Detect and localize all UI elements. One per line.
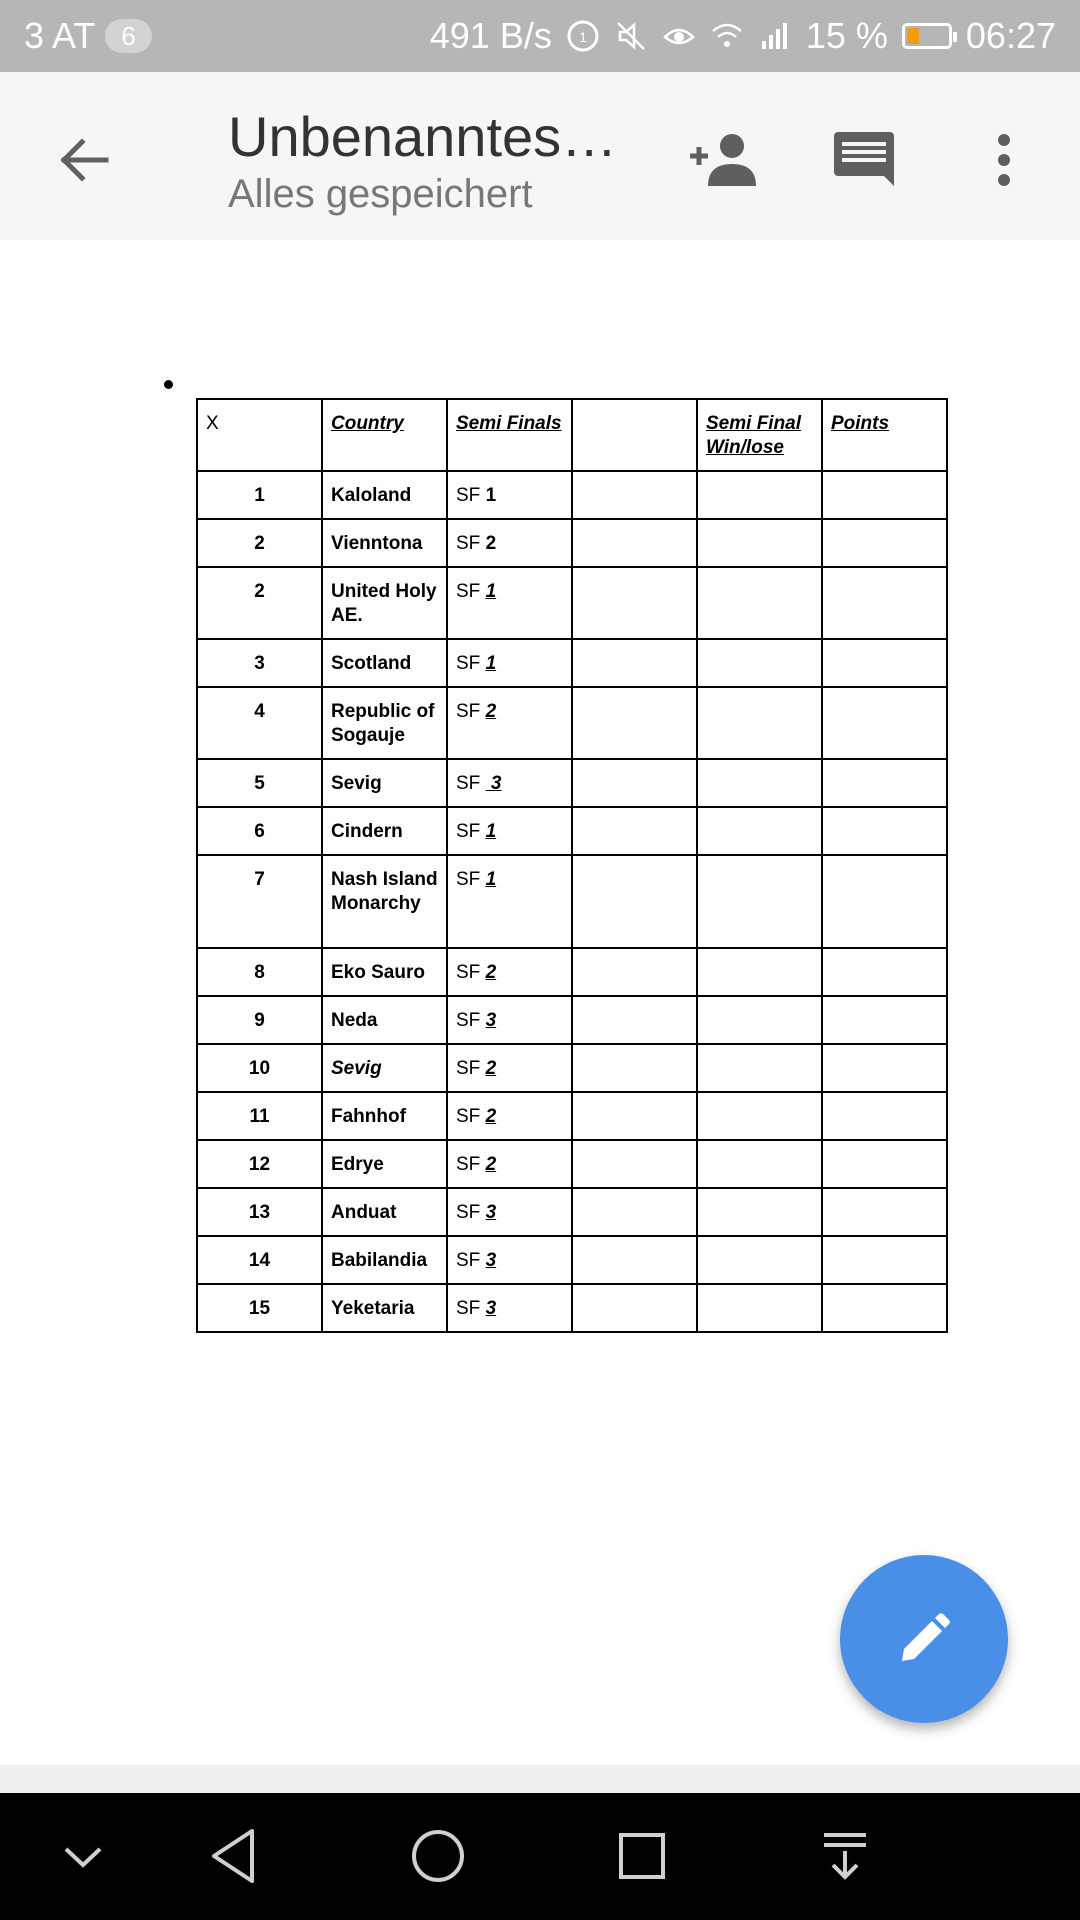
semi-final-cell[interactable] <box>447 1044 572 1092</box>
table-row <box>197 807 947 855</box>
sf-number: 3 <box>485 1202 497 1223</box>
sf-label: SF <box>456 1010 481 1031</box>
semi-final-cell[interactable] <box>447 519 572 567</box>
rank-cell[interactable]: 8 <box>197 948 322 996</box>
sf-label: SF <box>456 1154 481 1175</box>
win-lose-cell[interactable] <box>697 639 822 687</box>
points-cell[interactable] <box>822 996 947 1044</box>
win-lose-cell[interactable] <box>697 567 822 639</box>
win-lose-cell[interactable] <box>697 1092 822 1140</box>
points-cell[interactable] <box>822 855 947 948</box>
sf-number: 2 <box>485 1058 497 1079</box>
more-vert-icon[interactable] <box>984 128 1024 192</box>
table-header-row <box>197 399 947 471</box>
blank-cell[interactable] <box>572 1284 697 1332</box>
nav-back-icon[interactable] <box>200 1821 270 1891</box>
net-speed-label: 491 B/s <box>429 15 552 56</box>
table-row <box>197 1092 947 1140</box>
rank-cell[interactable]: 11 <box>197 1092 322 1140</box>
sf-number: 2 <box>485 1154 497 1175</box>
sf-number: 1 <box>485 485 497 506</box>
sf-number: 1 <box>485 821 497 842</box>
header-cell[interactable] <box>572 399 697 471</box>
rank-cell[interactable]: 2 <box>197 567 322 639</box>
points-cell[interactable] <box>822 1236 947 1284</box>
header-cell[interactable]: Semi Final Win/lose <box>697 399 822 471</box>
rank-cell[interactable]: 12 <box>197 1140 322 1188</box>
rank-cell[interactable]: 3 <box>197 639 322 687</box>
country-cell[interactable]: Republic of Sogauje <box>322 687 447 759</box>
blank-cell[interactable] <box>572 519 697 567</box>
sf-label: SF <box>456 1298 481 1319</box>
table-row <box>197 1140 947 1188</box>
table-row <box>197 1044 947 1092</box>
semi-final-cell[interactable] <box>447 1092 572 1140</box>
status-bar-left <box>24 0 152 72</box>
header-cell[interactable]: Country <box>322 399 447 471</box>
data-saver-icon <box>566 19 600 53</box>
edit-fab-button[interactable] <box>840 1555 1008 1723</box>
points-cell[interactable] <box>822 948 947 996</box>
table-row <box>197 759 947 807</box>
add-person-icon[interactable] <box>686 128 762 192</box>
win-lose-cell[interactable] <box>697 1140 822 1188</box>
blank-cell[interactable] <box>572 996 697 1044</box>
rank-cell[interactable]: 7 <box>197 855 322 948</box>
semi-final-cell[interactable] <box>447 1140 572 1188</box>
rank-cell[interactable]: 4 <box>197 687 322 759</box>
table-row <box>197 639 947 687</box>
semi-final-cell[interactable] <box>447 996 572 1044</box>
rank-cell[interactable]: 14 <box>197 1236 322 1284</box>
win-lose-cell[interactable] <box>697 1044 822 1092</box>
points-cell[interactable] <box>822 639 947 687</box>
document-canvas[interactable] <box>0 240 1080 1765</box>
sf-number: 2 <box>485 533 497 554</box>
sf-label: SF <box>456 869 481 890</box>
semi-final-cell[interactable] <box>447 807 572 855</box>
points-cell[interactable] <box>822 471 947 519</box>
header-cell[interactable]: X <box>197 399 322 471</box>
win-lose-cell[interactable] <box>697 687 822 759</box>
semi-final-cell[interactable] <box>447 687 572 759</box>
rank-cell[interactable]: 6 <box>197 807 322 855</box>
sf-number: 2 <box>485 1106 497 1127</box>
win-lose-cell[interactable] <box>697 1188 822 1236</box>
carrier-label: 3 AT <box>24 15 96 56</box>
blank-cell[interactable] <box>572 759 697 807</box>
rank-cell[interactable]: 2 <box>197 519 322 567</box>
country-cell[interactable]: Sevig <box>322 1044 447 1092</box>
blank-cell[interactable] <box>572 948 697 996</box>
win-lose-cell[interactable] <box>697 996 822 1044</box>
semi-final-cell[interactable] <box>447 1236 572 1284</box>
semi-final-cell[interactable] <box>447 948 572 996</box>
win-lose-cell[interactable] <box>697 948 822 996</box>
table-row <box>197 519 947 567</box>
blank-cell[interactable] <box>572 1092 697 1140</box>
country-cell[interactable]: Neda <box>322 996 447 1044</box>
signal-icon <box>758 19 792 53</box>
nav-recents-icon[interactable] <box>607 1821 677 1891</box>
country-cell[interactable]: United Holy AE. <box>322 567 447 639</box>
header-cell[interactable]: Points <box>822 399 947 471</box>
country-cell[interactable]: Sevig <box>322 759 447 807</box>
clock-label: 06:27 <box>965 15 1056 56</box>
country-cell[interactable]: Kaloland <box>322 471 447 519</box>
blank-cell[interactable] <box>572 567 697 639</box>
sf-number: 1 <box>485 653 497 674</box>
save-status: Alles gespeichert <box>228 172 533 216</box>
nav-home-icon[interactable] <box>403 1821 473 1891</box>
points-cell[interactable] <box>822 1092 947 1140</box>
sf-number: 2 <box>485 701 497 722</box>
rank-cell[interactable]: 9 <box>197 996 322 1044</box>
semi-final-cell[interactable] <box>447 855 572 948</box>
sf-label: SF <box>456 533 481 554</box>
system-nav-bar <box>0 1793 1080 1920</box>
points-cell[interactable] <box>822 1044 947 1092</box>
battery-icon <box>902 23 952 49</box>
win-lose-cell[interactable] <box>697 1236 822 1284</box>
semi-final-cell[interactable] <box>447 759 572 807</box>
blank-cell[interactable] <box>572 1140 697 1188</box>
table-row <box>197 855 947 948</box>
country-cell[interactable]: Eko Sauro <box>322 948 447 996</box>
country-cell[interactable]: Fahnhof <box>322 1092 447 1140</box>
collapse-chevron-icon[interactable] <box>48 1821 118 1891</box>
country-cell[interactable]: Babilandia <box>322 1236 447 1284</box>
points-cell[interactable] <box>822 1188 947 1236</box>
country-cell[interactable]: Scotland <box>322 639 447 687</box>
sf-label: SF <box>456 1250 481 1271</box>
sf-label: SF <box>456 1058 481 1079</box>
blank-cell[interactable] <box>572 687 697 759</box>
points-cell[interactable] <box>822 567 947 639</box>
rank-cell[interactable]: 5 <box>197 759 322 807</box>
semi-final-cell[interactable] <box>447 471 572 519</box>
results-table[interactable] <box>196 398 948 1333</box>
bottom-divider <box>0 1765 1080 1793</box>
win-lose-cell[interactable] <box>697 1284 822 1332</box>
blank-cell[interactable] <box>572 1236 697 1284</box>
sf-number: 3 <box>485 773 502 794</box>
sf-number: 1 <box>485 869 497 890</box>
table-row <box>197 1284 947 1332</box>
win-lose-cell[interactable] <box>697 471 822 519</box>
sf-label: SF <box>456 1106 481 1127</box>
country-cell[interactable]: Cindern <box>322 807 447 855</box>
pencil-edit-icon <box>894 1609 954 1669</box>
list-bullet <box>164 380 173 389</box>
sf-label: SF <box>456 485 481 506</box>
table-row <box>197 471 947 519</box>
blank-cell[interactable] <box>572 471 697 519</box>
semi-final-cell[interactable] <box>447 567 572 639</box>
blank-cell[interactable] <box>572 1188 697 1236</box>
header-cell[interactable]: Semi Finals <box>447 399 572 471</box>
country-cell[interactable]: Yeketaria <box>322 1284 447 1332</box>
sf-number: 2 <box>485 962 497 983</box>
semi-final-cell[interactable] <box>447 639 572 687</box>
svg-text:1: 1 <box>578 29 587 45</box>
points-cell[interactable] <box>822 1140 947 1188</box>
sf-number: 3 <box>485 1010 497 1031</box>
table-row <box>197 1188 947 1236</box>
win-lose-cell[interactable] <box>697 519 822 567</box>
table-row <box>197 687 947 759</box>
points-cell[interactable] <box>822 1284 947 1332</box>
blank-cell[interactable] <box>572 1044 697 1092</box>
blank-cell[interactable] <box>572 639 697 687</box>
sf-label: SF <box>456 773 481 794</box>
sf-label: SF <box>456 1202 481 1223</box>
table-row <box>197 567 947 639</box>
rank-cell[interactable]: 1 <box>197 471 322 519</box>
win-lose-cell[interactable] <box>697 759 822 807</box>
title-area[interactable] <box>228 102 617 216</box>
eye-comfort-icon <box>662 19 696 53</box>
back-arrow-icon[interactable] <box>54 130 114 190</box>
status-bar-right <box>430 0 1056 72</box>
comment-icon[interactable] <box>826 128 902 192</box>
points-cell[interactable] <box>822 687 947 759</box>
sf-label: SF <box>456 701 481 722</box>
semi-final-cell[interactable] <box>447 1188 572 1236</box>
document-title: Unbenanntes… <box>228 105 618 168</box>
rank-cell[interactable]: 10 <box>197 1044 322 1092</box>
country-cell[interactable]: Vienntona <box>322 519 447 567</box>
points-cell[interactable] <box>822 759 947 807</box>
battery-percent-label: 15 % <box>805 15 888 56</box>
country-cell[interactable]: Nash Island Monarchy <box>322 855 447 948</box>
blank-cell[interactable] <box>572 807 697 855</box>
table-row <box>197 1236 947 1284</box>
rank-cell[interactable]: 15 <box>197 1284 322 1332</box>
notification-count-badge: 6 <box>105 19 151 53</box>
sf-number: 1 <box>485 581 497 602</box>
wifi-icon <box>710 19 744 53</box>
country-cell[interactable]: Edrye <box>322 1140 447 1188</box>
sf-number: 3 <box>485 1250 497 1271</box>
sf-number: 3 <box>485 1298 497 1319</box>
country-cell[interactable]: Anduat <box>322 1188 447 1236</box>
win-lose-cell[interactable] <box>697 855 822 948</box>
sf-label: SF <box>456 653 481 674</box>
app-bar <box>0 72 1080 240</box>
blank-cell[interactable] <box>572 855 697 948</box>
notification-pull-icon[interactable] <box>810 1821 880 1891</box>
mute-icon <box>614 19 648 53</box>
win-lose-cell[interactable] <box>697 807 822 855</box>
points-cell[interactable] <box>822 519 947 567</box>
table-row <box>197 996 947 1044</box>
points-cell[interactable] <box>822 807 947 855</box>
sf-label: SF <box>456 962 481 983</box>
semi-final-cell[interactable] <box>447 1284 572 1332</box>
table-row <box>197 948 947 996</box>
status-bar <box>0 0 1080 72</box>
sf-label: SF <box>456 821 481 842</box>
sf-label: SF <box>456 581 481 602</box>
rank-cell[interactable]: 13 <box>197 1188 322 1236</box>
